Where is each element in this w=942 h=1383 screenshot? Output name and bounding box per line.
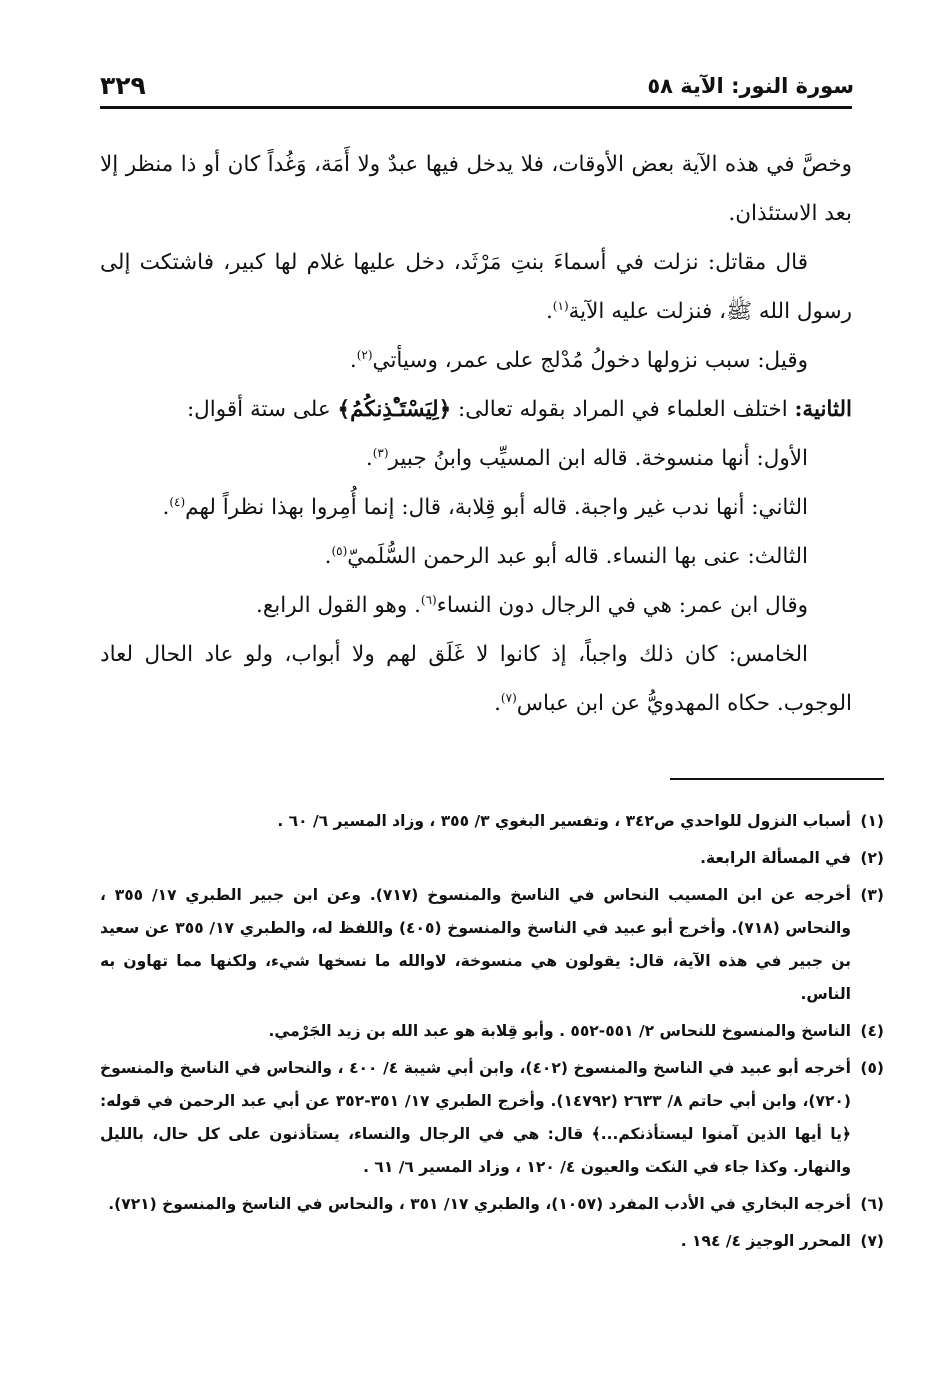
paragraph (100, 483, 852, 532)
paragraph-text: وخصَّ في هذه الآية بعض الأوقات، فلا يدخل فيها عبدٌ ولا أَمَة، وَغُداً كان أو ذا منظر إلا بعد الاستئذان. (100, 152, 852, 226)
paragraph-text: الثالث: عنى بها النساء. قاله أبو عبد الرحمن السُّلَميّ (347, 544, 808, 569)
footnote-number: (٢) (860, 849, 884, 867)
footnote-separator (670, 778, 884, 780)
paragraph-text: وقيل: سبب نزولها دخولُ مُدْلج على عمر، وسيأتي (372, 348, 808, 373)
paragraph-text: . (494, 691, 501, 716)
paragraph (100, 434, 852, 483)
footnote-text: المحرر الوجيز ٤/ ١٩٤ . (680, 1232, 851, 1250)
footnote-number: (١) (860, 812, 884, 830)
paragraph (100, 532, 852, 581)
running-header (100, 68, 854, 106)
paragraph-text: . (545, 299, 553, 324)
page-number: ٣٢٩ (100, 71, 146, 100)
footnote (100, 1188, 884, 1221)
footnote-ref: (١) (552, 298, 569, 313)
footnote (100, 805, 884, 838)
paragraph (100, 385, 852, 434)
footnote-ref: (٥) (331, 543, 348, 558)
footnote-text: في المسألة الرابعة. (700, 849, 851, 867)
footnote-text: أخرجه عن ابن المسيب النحاس في الناسخ والمنسوخ (٧١٧). وعن ابن جبير الطبري ١٧/ ٣٥٥ ، والنحاس (٧١٨). وأخرج أبو عبيد في الناسخ والمنسوخ (٤٠٥) واللفظ له، والطبري ١٧/ ٣٥٥ عن سعيد بن جبير في هذه الآية، قال: يقولون هي منسوخة، لاوالله ما نسخها شيء، ولكنها مما تهاون به الناس. (100, 886, 851, 1003)
footnote (100, 1052, 884, 1184)
footnote (100, 1225, 884, 1258)
footnote-ref: (٣) (372, 445, 389, 460)
section-lead: الثانية: (794, 397, 852, 422)
paragraph-text: وقال ابن عمر: هي في الرجال دون النساء (436, 593, 808, 618)
paragraph-text: الخامس: كان ذلك واجباً، إذ كانوا لا غَلَق لهم ولا أبواب، ولو عاد الحال لعاد الوجوب. حكاه المهدويُّ عن ابن عباس (100, 642, 852, 716)
footnote-ref: (٧) (500, 690, 517, 705)
footnote-number: (٥) (860, 1059, 884, 1077)
paragraph (100, 630, 852, 728)
paragraph-text: اختلف العلماء في المراد بقوله تعالى: (451, 397, 795, 422)
paragraph-text: . وهو القول الرابع. (255, 593, 421, 618)
quran-quote: ﴿لِيَسْتَـْٔذِنكُمُ﴾ (337, 397, 452, 422)
footnote-text: أخرجه أبو عبيد في الناسخ والمنسوخ (٤٠٢)، وابن أبي شيبة ٤/ ٤٠٠ ، والنحاس في الناسخ والمنسوخ (٧٢٠)، وابن أبي حاتم ٨/ ٢٦٣٣ (١٤٧٩٢). وأخرج الطبري ١٧/ ٣٥١-٣٥٢ عن أبي عبد الرحمن في قوله: ﴿يا أيها الذين آمنوا ليستأذنكم...﴾ قال: هي في الرجال والنساء، يستأذنون على كل حال، بالليل والنهار. وكذا جاء في النكت والعيون ٤/ ١٢٠ ، وزاد المسير ٦/ ٦١ . (100, 1059, 851, 1176)
paragraph (100, 336, 852, 385)
running-title: سورة النور: الآية ٥٨ (647, 74, 854, 98)
footnote-ref: (٤) (169, 494, 186, 509)
paragraph-text: . (365, 446, 373, 471)
paragraph-text: على ستة أقوال: (186, 397, 338, 422)
footnote-text: أسباب النزول للواحدي ص٣٤٢ ، وتفسير البغوي ٣/ ٣٥٥ ، وزاد المسير ٦/ ٦٠ . (277, 812, 851, 830)
paragraph-text: . (324, 544, 332, 569)
paragraph-text: . (162, 495, 170, 520)
paragraph-text: الثاني: أنها ندب غير واجبة. قاله أبو قِلابة، قال: إنما أُمِروا بهذا نظراً لهم (185, 495, 808, 520)
footnote-text: أخرجه البخاري في الأدب المفرد (١٠٥٧)، والطبري ١٧/ ٣٥١ ، والنحاس في الناسخ والمنسوخ (٧٢١). (108, 1195, 851, 1213)
footnotes (100, 805, 884, 1262)
header-rule (100, 106, 852, 109)
footnote (100, 879, 884, 1011)
footnote-number: (٧) (860, 1232, 884, 1250)
paragraph-text: قال مقاتل: نزلت في أسماءَ بنتِ مَرْثَد، دخل عليها غلام لها كبير، فاشتكت إلى رسول الله ﷺ، فنزلت عليه الآية (100, 250, 852, 324)
footnote-text: الناسخ والمنسوخ للنحاس ٢/ ٥٥١-٥٥٢ . وأبو قِلابة هو عبد الله بن زيد الجَرْمي. (268, 1022, 851, 1040)
main-text (100, 140, 852, 728)
footnote-number: (٤) (860, 1022, 884, 1040)
footnote (100, 1015, 884, 1048)
paragraph (100, 140, 852, 238)
paragraph (100, 238, 852, 336)
footnote-number: (٣) (860, 886, 884, 904)
footnote-number: (٦) (860, 1195, 884, 1213)
footnote (100, 842, 884, 875)
footnote-ref: (٦) (420, 592, 437, 607)
paragraph-text: . (349, 348, 357, 373)
footnote-ref: (٢) (356, 347, 373, 362)
paragraph (100, 581, 852, 630)
paragraph-text: الأول: أنها منسوخة. قاله ابن المسيِّب وابنُ جبير (388, 446, 808, 471)
